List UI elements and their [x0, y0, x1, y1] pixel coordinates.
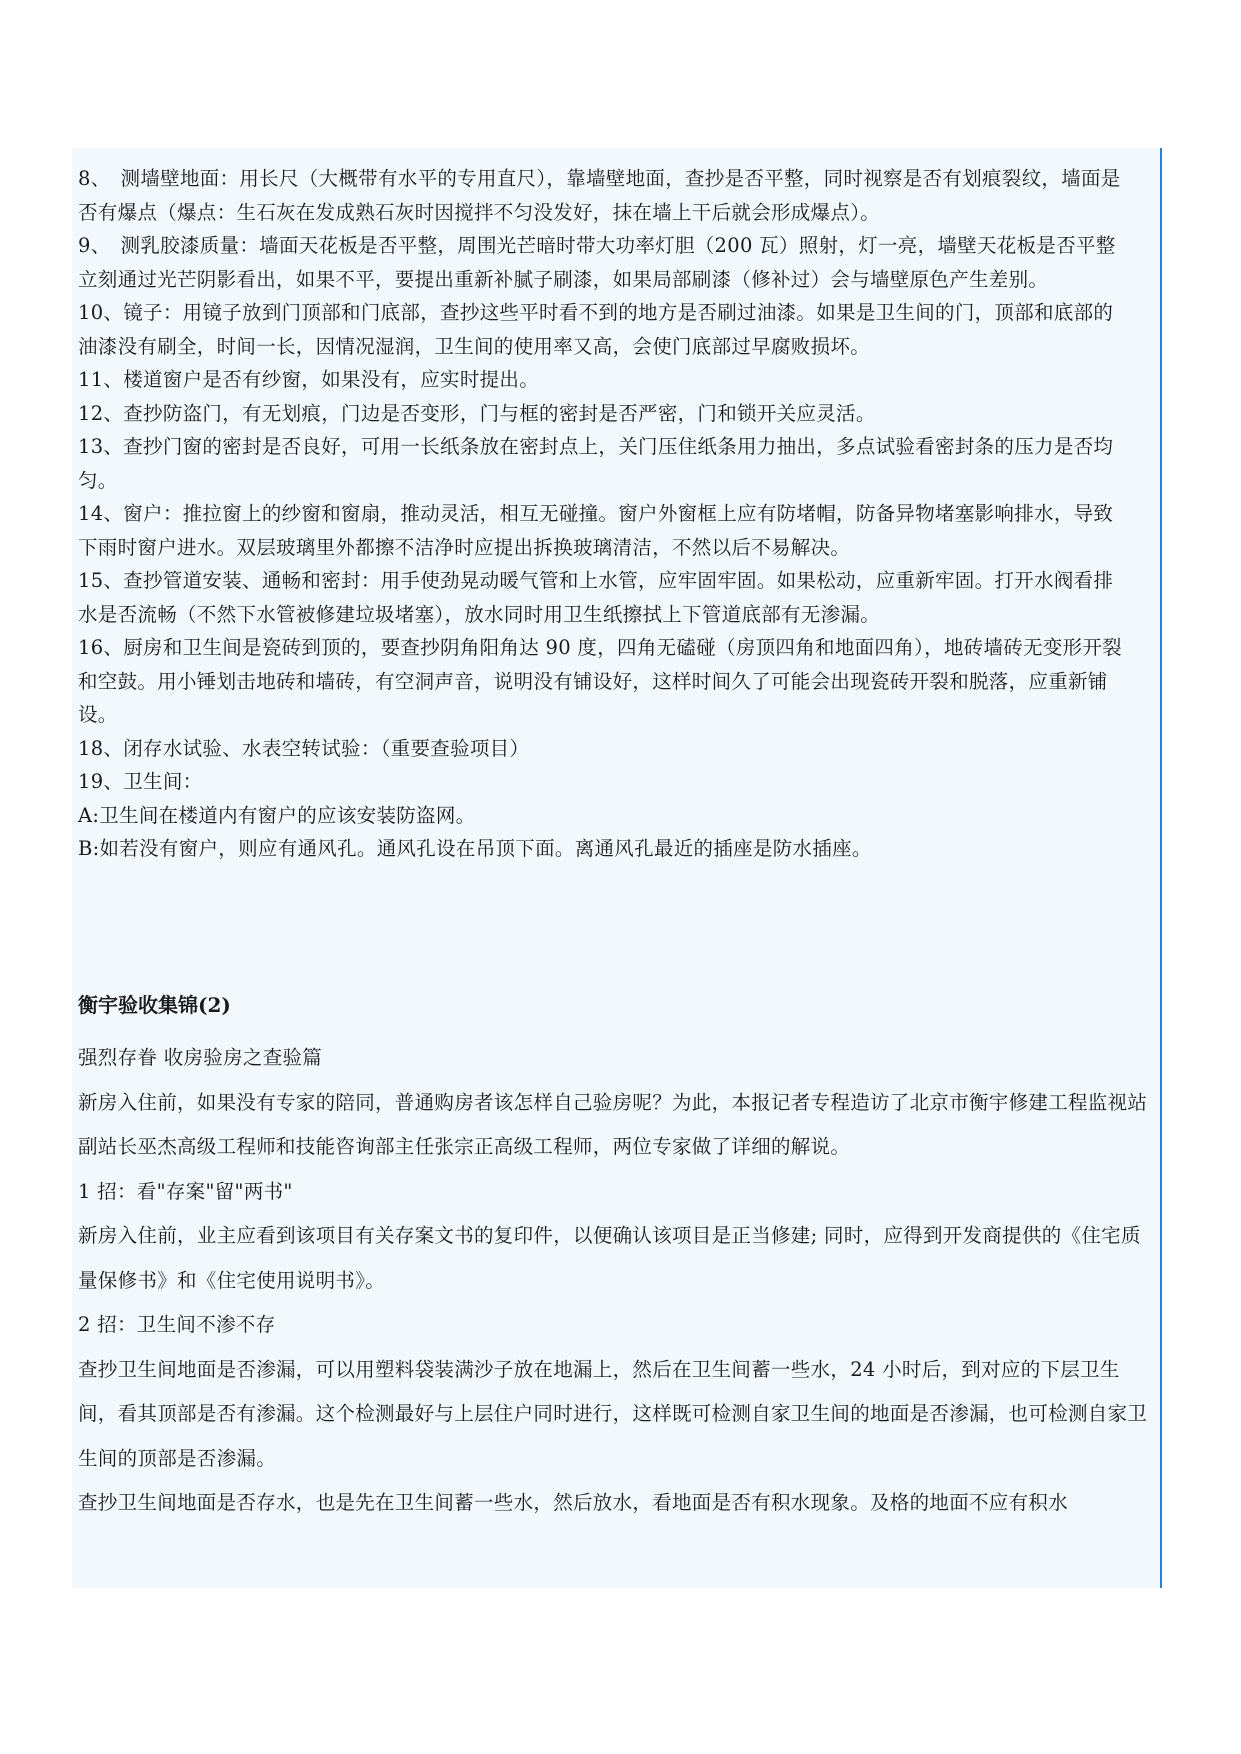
- list-item-8: 8、 测墙壁地面：用长尺（大概带有水平的专用直尺），靠墙壁地面，查抄是否平整，同时视察是否有划痕裂纹，墙面是否有爆点（爆点：生石灰在发成熟石灰时因搅拌不匀没发好，抹在墙上干后就会形成爆点）。: [78, 167, 1121, 224]
- tip-1-text: 新房入住前，业主应看到该项目有关存案文书的复印件，以便确认该项目是正当修建; 同时，应得到开发商提供的《住宅质量保修书》和《住宅使用说明书》。: [78, 1224, 1141, 1292]
- list-item-19a: A:卫生间在楼道内有窗户的应该安装防盗网。: [78, 803, 476, 827]
- list-item-19b: B:如若没有窗户，则应有通风孔。通风孔设在吊顶下面。离通风孔最近的插座是防水插座。: [78, 837, 872, 860]
- article-body: [78, 1036, 1158, 1526]
- list-item-13: 13、查抄门窗的密封是否良好，可用一长纸条放在密封点上，关门压住纸条用力抽出，多点试验看密封条的压力是否均匀。: [78, 435, 1114, 492]
- tip-2-heading: 2 招：卫生间不渗不存: [78, 1313, 276, 1336]
- list-item-10: 10、镜子：用镜子放到门顶部和门底部，查抄这些平时看不到的地方是否刷过油漆。如果是卫生间的门，顶部和底部的油漆没有刷全，时间一长，因情况湿润，卫生间的使用率又高，会使门底部过早腐败损坏。: [78, 301, 1114, 358]
- article-subtitle: 强烈存眷 收房验房之查验篇: [78, 1046, 323, 1069]
- list-item-19: 19、卫生间：: [78, 770, 203, 793]
- article-intro: 新房入住前，如果没有专家的陪同，普通购房者该怎样自己验房呢？为此，本报记者专程造访了北京市衡宇修建工程监视站副站长巫杰高级工程师和技能咨询部主任张宗正高级工程师，两位专家做了详细的解说。: [78, 1090, 1148, 1158]
- tip-2-text-leak: 查抄卫生间地面是否渗漏，可以用塑料袋装满沙子放在地漏上，然后在卫生间蓄一些水，24 小时后，到对应的下层卫生间，看其顶部是否有渗漏。这个检测最好与上层住户同时进行，这样既可检测自家卫生间的地面是否渗漏，也可检测自家卫生间的顶部是否渗漏。: [78, 1357, 1148, 1470]
- list-item-16: 16、厨房和卫生间是瓷砖到顶的，要查抄阴角阳角达 90 度，四角无磕碰（房顶四角和地面四角），地砖墙砖无变形开裂和空鼓。用小锤划击地砖和墙砖，有空洞声音，说明没有铺设好，这样时间久了可能会出现瓷砖开裂和脱落，应重新铺设。: [78, 636, 1123, 726]
- list-item-11: 11、楼道窗户是否有纱窗，如果没有，应实时提出。: [78, 368, 540, 391]
- tip-1-heading: 1 招：看"存案"留"两书": [78, 1179, 293, 1203]
- list-item-14: 14、窗户：推拉窗上的纱窗和窗扇，推动灵活，相互无碰撞。窗户外窗框上应有防堵帽，防备异物堵塞影响排水，导致下雨时窗户进水。双层玻璃里外都擦不洁净时应提出拆换玻璃清洁，不然以后不易解决。: [78, 502, 1114, 559]
- list-item-9: 9、 测乳胶漆质量：墙面天花板是否平整，周围光芒暗时带大功率灯胆（200 瓦）照射，灯一亮，墙壁天花板是否平整立刻通过光芒阴影看出，如果不平，要提出重新补腻子刷漆，如果局部刷漆（修补过）会与墙壁原色产生差别。: [78, 234, 1116, 291]
- article-title: 衡宇验收集锦(2): [78, 993, 231, 1017]
- list-item-15: 15、查抄管道安装、通畅和密封：用手使劲晃动暖气管和上水管，应牢固牢固。如果松动，应重新牢固。打开水阀看排水是否流畅（不然下水管被修建垃圾堵塞），放水同时用卫生纸擦拭上下管道底部有无渗漏。: [78, 569, 1114, 626]
- inspection-list: [78, 162, 1128, 866]
- tip-2-text-water: 查抄卫生间地面是否存水，也是先在卫生间蓄一些水，然后放水，看地面是否有积水现象。及格的地面不应有积水: [78, 1491, 1069, 1514]
- list-item-18: 18、闭存水试验、水表空转试验：（重要查验项目）: [78, 736, 530, 760]
- list-item-12: 12、查抄防盗门，有无划痕，门边是否变形，门与框的密封是否严密，门和锁开关应灵活。: [78, 401, 876, 425]
